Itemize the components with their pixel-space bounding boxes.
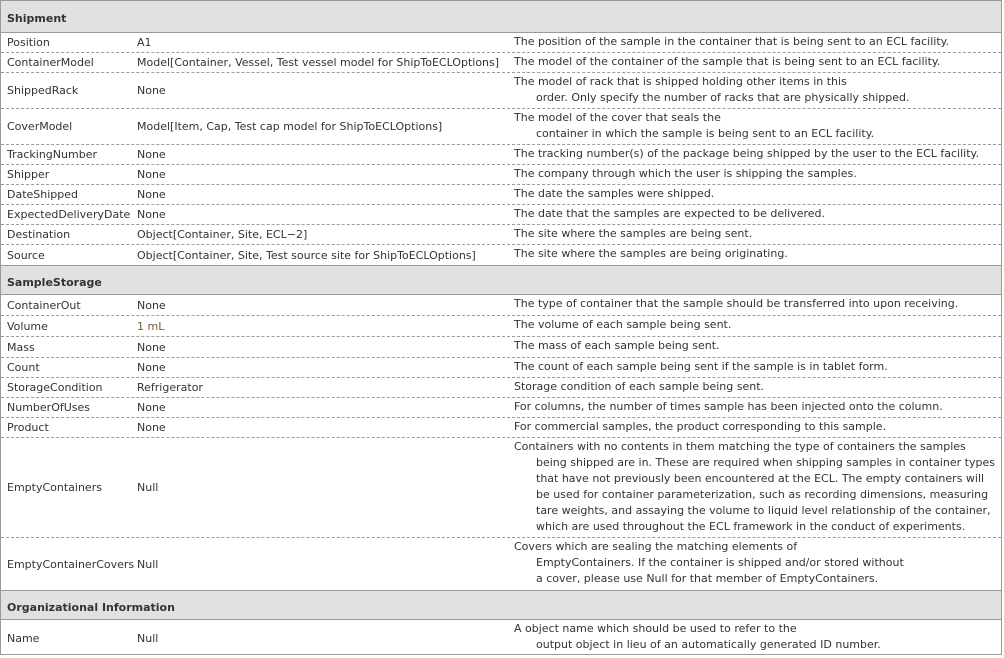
- option-name: ExpectedDeliveryDate: [7, 208, 131, 221]
- option-name: Count: [7, 361, 40, 374]
- option-value: None: [137, 298, 166, 312]
- option-name: Source: [7, 248, 45, 262]
- option-row: [1, 145, 1001, 165]
- description-line: container in which the sample is being sent to an ECL facility.: [536, 127, 875, 140]
- option-name: Mass: [7, 340, 35, 354]
- option-description: [508, 185, 1001, 204]
- description-line: The site where the samples are being originating.: [514, 247, 788, 260]
- option-value: None: [137, 84, 166, 97]
- description-line: The site where the samples are being sent.: [514, 227, 753, 240]
- option-description: [508, 620, 1001, 656]
- option-row: [1, 245, 1001, 265]
- option-description: [508, 225, 1001, 244]
- option-name: ShippedRack: [7, 84, 79, 97]
- option-row: [1, 109, 1001, 145]
- option-description: [508, 398, 1001, 417]
- option-row: [1, 73, 1001, 109]
- option-description: [508, 109, 1001, 144]
- option-name: CoverModel: [7, 120, 73, 133]
- description-line: which are used throughout the ECL framework in the conduct of experiments.: [536, 520, 966, 533]
- description-line: order. Only specify the number of racks that are physically shipped.: [536, 91, 910, 104]
- option-value: Null: [137, 481, 159, 494]
- description-line: For columns, the number of times sample has been injected onto the column.: [514, 400, 943, 413]
- option-value: None: [137, 168, 166, 181]
- description-line: The company through which the user is shipping the samples.: [514, 167, 857, 180]
- option-value: None: [137, 340, 166, 354]
- option-row: [1, 438, 1001, 538]
- option-description: [508, 73, 1001, 108]
- option-row: [1, 538, 1001, 590]
- description-line: Storage condition of each sample being sent.: [514, 380, 765, 393]
- option-value: None: [137, 361, 166, 374]
- option-row: [1, 418, 1001, 438]
- option-name: EmptyContainerCovers: [7, 557, 135, 571]
- option-description: [508, 538, 1001, 590]
- section-header: Shipment: [1, 1, 1001, 33]
- option-description: [508, 337, 1001, 357]
- option-value: Object[Container, Site, ECL−2]: [137, 228, 308, 241]
- option-name: EmptyContainers: [7, 481, 102, 494]
- description-line: A object name which should be used to refer to the: [514, 622, 797, 635]
- section-header: Organizational Information: [1, 590, 1001, 620]
- option-row: [1, 225, 1001, 245]
- option-name: TrackingNumber: [7, 148, 97, 161]
- description-line: The model of rack that is shipped holding other items in this: [514, 75, 847, 88]
- description-line: The type of container that the sample should be transferred into upon receiving.: [514, 297, 959, 310]
- option-row: [1, 316, 1001, 337]
- option-description: [508, 53, 1001, 72]
- option-value: Refrigerator: [137, 381, 203, 394]
- option-name: Position: [7, 36, 50, 49]
- description-line: The model of the container of the sample that is being sent to an ECL facility.: [514, 55, 941, 68]
- option-value: A1: [137, 36, 152, 49]
- option-name: Name: [7, 631, 40, 645]
- description-line: The count of each sample being sent if the sample is in tablet form.: [514, 360, 888, 373]
- option-description: [508, 358, 1001, 377]
- option-value: None: [137, 401, 166, 414]
- option-value: Model[Item, Cap, Test cap model for ShipToECLOptions]: [137, 120, 443, 133]
- description-line: be used for container parameterization, such as recording dimensions, measuring: [536, 488, 989, 501]
- option-description: [508, 316, 1001, 336]
- description-line: The date the samples were shipped.: [514, 187, 715, 200]
- description-line: output object in lieu of an automatically generated ID number.: [536, 638, 881, 651]
- option-value: None: [137, 148, 166, 161]
- option-value: Model[Container, Vessel, Test vessel model for ShipToECLOptions]: [137, 56, 500, 69]
- description-line: Covers which are sealing the matching elements of: [514, 540, 798, 553]
- section-header: SampleStorage: [1, 265, 1001, 295]
- option-value: Object[Container, Site, Test source site for ShipToECLOptions]: [137, 248, 476, 262]
- description-line: that have not previously been encountered at the ECL. The empty containers will: [536, 472, 985, 485]
- option-value: None: [137, 188, 166, 201]
- description-line: The tracking number(s) of the package being shipped by the user to the ECL facility.: [514, 147, 979, 160]
- option-name: ContainerModel: [7, 56, 94, 69]
- option-name: Destination: [7, 228, 71, 241]
- option-row: [1, 358, 1001, 378]
- option-name: Volume: [7, 319, 48, 333]
- option-row: [1, 620, 1001, 656]
- option-name: ContainerOut: [7, 298, 81, 312]
- option-row: [1, 53, 1001, 73]
- option-description: [508, 418, 1001, 437]
- option-description: [508, 295, 1001, 315]
- option-description: [508, 165, 1001, 184]
- option-name: StorageCondition: [7, 381, 103, 394]
- option-row: [1, 337, 1001, 358]
- option-row: [1, 165, 1001, 185]
- description-line: The model of the cover that seals the: [514, 111, 721, 124]
- description-line: Containers with no contents in them matching the type of containers the samples: [514, 440, 966, 453]
- option-row: [1, 295, 1001, 316]
- option-row: [1, 398, 1001, 418]
- description-line: The date that the samples are expected to be delivered.: [514, 207, 826, 220]
- description-line: tare weights, and assaying the volume to liquid level relationship of the container,: [536, 504, 991, 517]
- option-row: [1, 33, 1001, 53]
- option-name: DateShipped: [7, 188, 79, 201]
- option-description: [508, 205, 1001, 224]
- description-line: being shipped are in. These are required when shipping samples in container types: [536, 456, 995, 469]
- option-row: [1, 205, 1001, 225]
- option-row: [1, 378, 1001, 398]
- option-name: Shipper: [7, 168, 50, 181]
- option-name: NumberOfUses: [7, 401, 90, 414]
- option-value: Null: [137, 631, 159, 645]
- option-value: None: [137, 421, 166, 434]
- description-line: For commercial samples, the product corresponding to this sample.: [514, 420, 887, 433]
- option-value: None: [137, 208, 166, 221]
- option-description: [508, 245, 1001, 265]
- description-line: The position of the sample in the container that is being sent to an ECL facility.: [514, 35, 950, 48]
- option-description: [508, 438, 1001, 537]
- description-line: EmptyContainers. If the container is shipped and/or stored without: [536, 556, 904, 569]
- option-description: [508, 33, 1001, 52]
- option-value: 1 mL: [137, 319, 165, 333]
- description-line: The volume of each sample being sent.: [514, 318, 732, 331]
- option-description: [508, 378, 1001, 397]
- option-description: [508, 145, 1001, 164]
- option-row: [1, 185, 1001, 205]
- option-value: Null: [137, 557, 159, 571]
- option-name: Product: [7, 421, 49, 434]
- description-line: a cover, please use Null for that member of EmptyContainers.: [536, 572, 879, 585]
- description-line: The mass of each sample being sent.: [514, 339, 720, 352]
